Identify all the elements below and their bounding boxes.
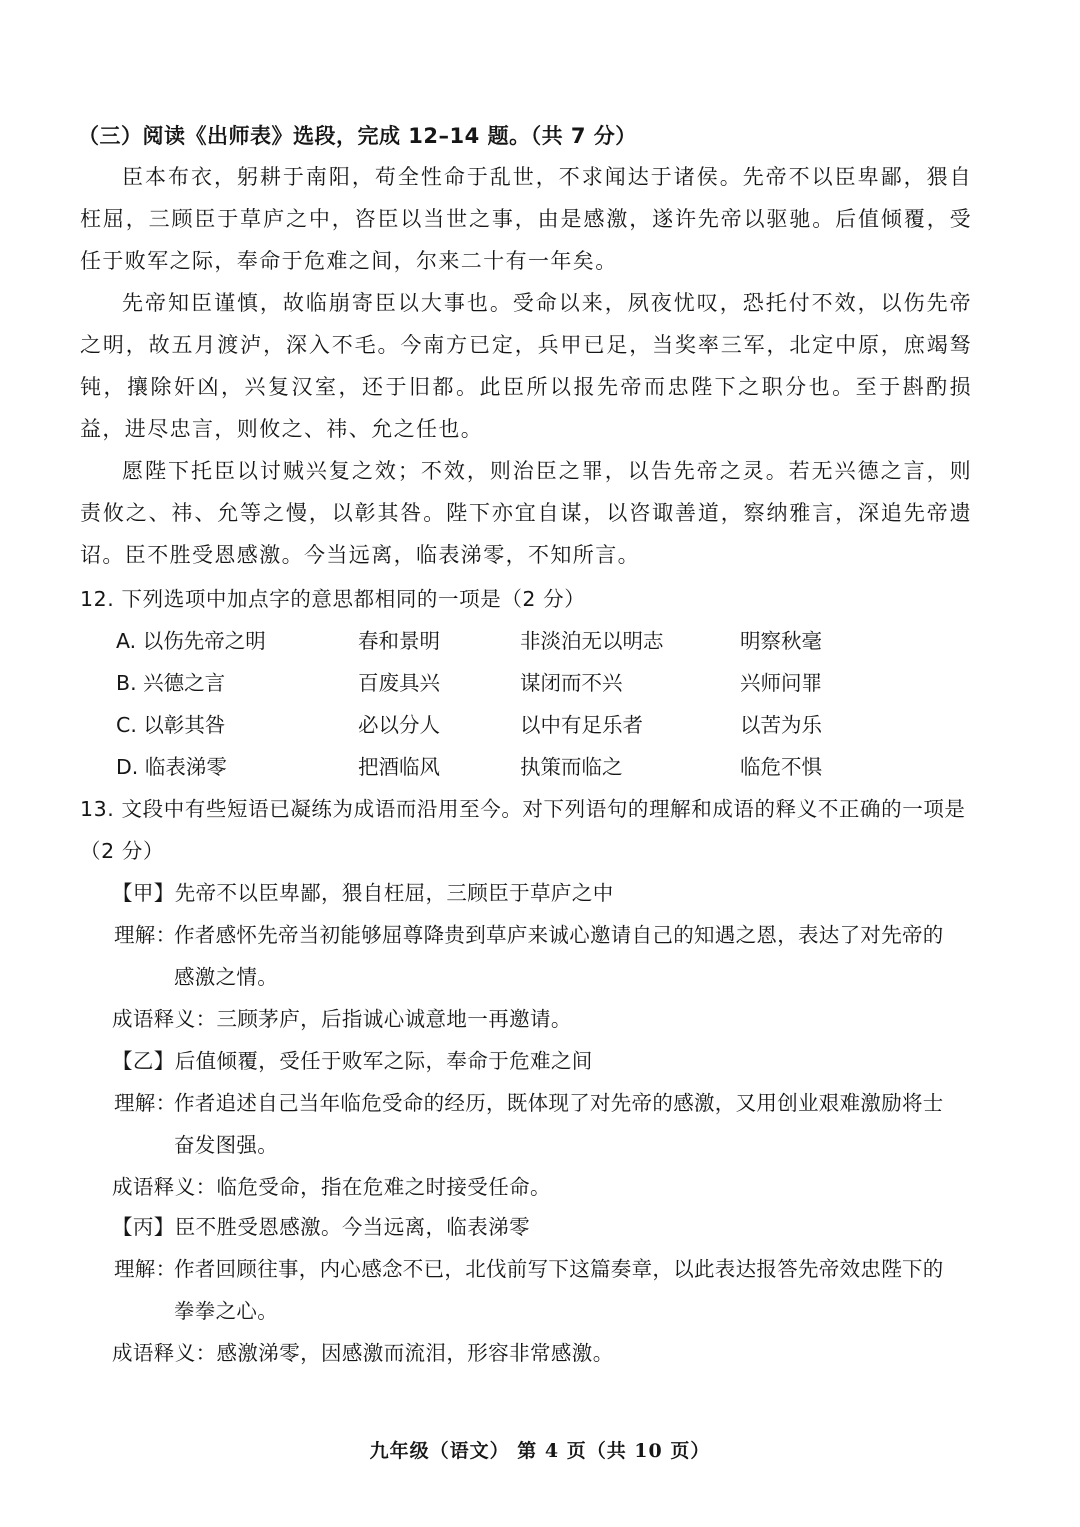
understanding-label: 理解： xyxy=(114,923,177,947)
option-d-text: D. 临表涕零 xyxy=(116,755,227,779)
q13-jia-understanding xyxy=(114,914,964,998)
understanding-text: 作者感怀先帝当初能够屈尊降贵到草庐来诚心邀请自己的知遇之恩，表达了对先帝的感激之情。 xyxy=(174,923,944,989)
q13-yi-idiom: 成语释义：临危受命，指在危难之时接受任命。 xyxy=(112,1175,551,1199)
understanding-text: 作者回顾往事，内心感念不已，北伐前写下这篇奏章，以此表达报答先帝效忠陛下的拳拳之心。 xyxy=(174,1257,944,1323)
understanding-label: 理解： xyxy=(114,1091,177,1115)
q13-item-bing: 【丙】臣不胜受恩感激。今当远离，临表涕零 xyxy=(112,1215,530,1239)
passage-paragraph-1: 臣本布衣，躬耕于南阳，苟全性命于乱世，不求闻达于诸侯。先帝不以臣卑鄙，猥自枉屈，三顾臣于草庐之中，咨臣以当世之事，由是感激，遂许先帝以驱驰。后值倾覆，受任于败军之际，奉命于危难之间，尔来二十有一年矣。 xyxy=(80,165,972,273)
option-a-example-3: 明察秋毫 xyxy=(740,629,822,653)
option-b-example-1: 百废具兴 xyxy=(358,671,440,695)
option-d-example-2: 执策而临之 xyxy=(520,755,623,779)
q13-yi-understanding xyxy=(114,1082,964,1166)
option-c-example-1: 必以分人 xyxy=(358,713,440,737)
option-d-example-1: 把酒临风 xyxy=(358,755,440,779)
understanding-label: 理解： xyxy=(114,1257,177,1281)
passage-paragraph-3: 愿陛下托臣以讨贼兴复之效；不效，则治臣之罪，以告先帝之灵。若无兴德之言，则责攸之、祎、允等之慢，以彰其咎。陛下亦宜自谋，以咨诹善道，察纳雅言，深追先帝遗诏。臣不胜受恩感激。今当远离，临表涕零，不知所言。 xyxy=(80,459,972,567)
option-a-text: A. 以伤先帝之明 xyxy=(116,629,266,653)
q13-item-yi: 【乙】后值倾覆，受任于败军之际，奉命于危难之间 xyxy=(112,1049,593,1073)
q13-jia-idiom: 成语释义：三顾茅庐，后指诚心诚意地一再邀请。 xyxy=(112,1007,572,1031)
option-b-text: B. 兴德之言 xyxy=(116,671,226,695)
page-footer: 九年级（语文） 第 4 页（共 10 页） xyxy=(369,1440,711,1462)
q13-bing-idiom: 成语释义：感激涕零，因感激而流泪，形容非常感激。 xyxy=(112,1341,614,1365)
question-12-stem: 12. 下列选项中加点字的意思都相同的一项是（2 分） xyxy=(80,587,586,611)
section-title: （三）阅读《出师表》选段，完成 12–14 题。（共 7 分） xyxy=(78,124,637,148)
q13-bing-understanding xyxy=(114,1248,964,1332)
option-a-example-1: 春和景明 xyxy=(358,629,440,653)
q12-option-a xyxy=(116,620,976,662)
option-d-example-3: 临危不惧 xyxy=(740,755,822,779)
understanding-text: 作者追述自己当年临危受命的经历，既体现了对先帝的感激，又用创业艰难激励将士奋发图强。 xyxy=(174,1091,944,1157)
option-c-example-3: 以苦为乐 xyxy=(740,713,822,737)
q12-option-d xyxy=(116,746,976,788)
option-c-text: C. 以彰其咎 xyxy=(116,713,226,737)
q12-option-c xyxy=(116,704,976,746)
passage-paragraph-2: 先帝知臣谨慎，故临崩寄臣以大事也。受命以来，夙夜忧叹，恐托付不效，以伤先帝之明，故五月渡泸，深入不毛。今南方已定，兵甲已足，当奖率三军，北定中原，庶竭驽钝，攘除奸凶，兴复汉室，还于旧都。此臣所以报先帝而忠陛下之职分也。至于斟酌损益，进尽忠言，则攸之、祎、允之任也。 xyxy=(80,291,972,441)
option-a-example-2: 非淡泊无以明志 xyxy=(520,629,664,653)
option-c-example-2: 以中有足乐者 xyxy=(520,713,643,737)
q12-option-b xyxy=(116,662,976,704)
question-13-stem: 13. 文段中有些短语已凝练为成语而沿用至今。对下列语句的理解和成语的释义不正确的一项是（2 分） xyxy=(80,797,966,863)
q13-item-jia: 【甲】先帝不以臣卑鄙，猥自枉屈，三顾臣于草庐之中 xyxy=(112,881,614,905)
option-b-example-3: 兴师问罪 xyxy=(740,671,822,695)
option-b-example-2: 谋闭而不兴 xyxy=(520,671,623,695)
